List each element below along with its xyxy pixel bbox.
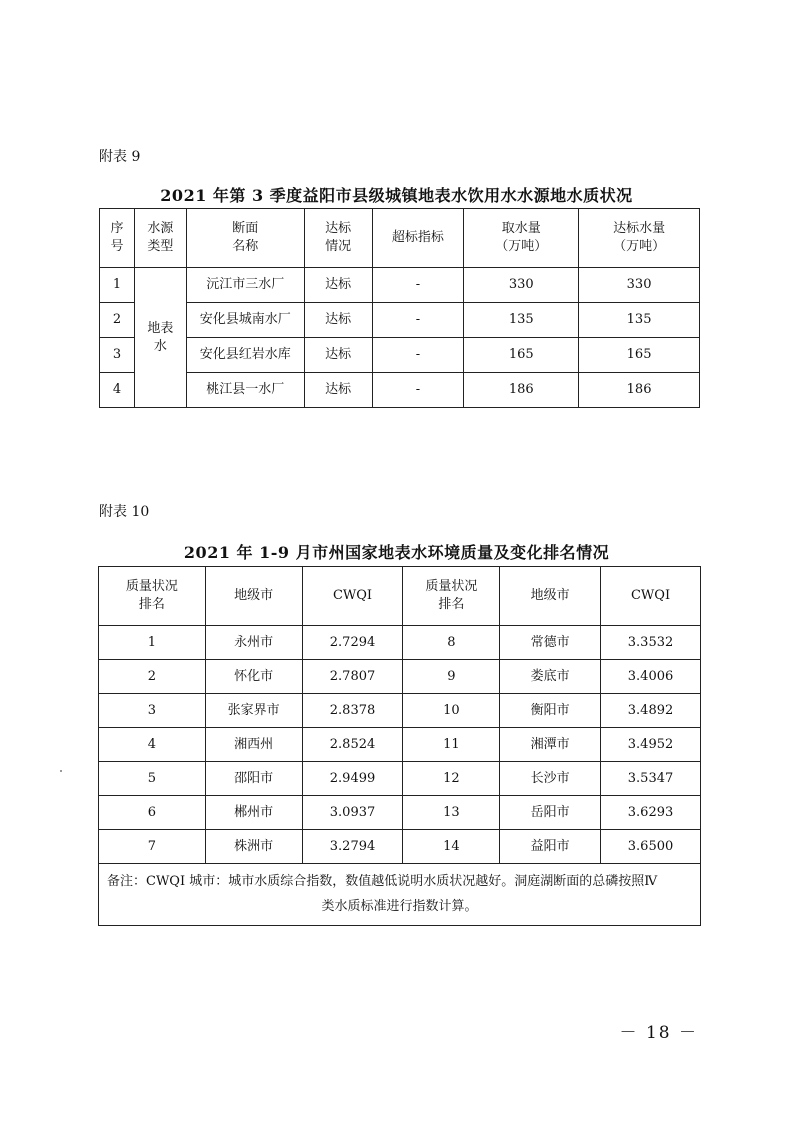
- note-line: 备注：CWQI 城市：城市水质综合指数，数值越低说明水质状况越好。洞庭湖断面的总磷按照Ⅳ: [107, 874, 658, 889]
- table-note: [99, 864, 701, 926]
- intake-volume: 330: [464, 268, 579, 303]
- header-cell: 地级市: [205, 567, 302, 626]
- qualified-volume: 135: [579, 303, 700, 338]
- section-name: 沅江市三水厂: [186, 268, 304, 303]
- appendix9-label: 附表 9: [99, 149, 141, 165]
- rank: 5: [99, 762, 206, 796]
- section-name: 安化县城南水厂: [186, 303, 304, 338]
- row-number: 4: [100, 373, 135, 408]
- header-cell: 地级市: [500, 567, 601, 626]
- compliance-status: 达标: [304, 373, 372, 408]
- rank: 13: [403, 796, 500, 830]
- rank: 4: [99, 728, 206, 762]
- rank: 3: [99, 694, 206, 728]
- appendix10-label: 附表 10: [99, 504, 150, 520]
- cwqi-value: 3.2794: [302, 830, 403, 864]
- scan-speck: [60, 770, 62, 772]
- source-type-cell: 地表 水: [134, 268, 186, 408]
- table-row: [99, 660, 701, 694]
- row-number: 2: [100, 303, 135, 338]
- city: 娄底市: [500, 660, 601, 694]
- intake-volume: 186: [464, 373, 579, 408]
- city: 怀化市: [205, 660, 302, 694]
- table-row: [100, 303, 700, 338]
- header-cell: 质量状况 排名: [403, 567, 500, 626]
- cwqi-value: 2.8524: [302, 728, 403, 762]
- table-row: [99, 694, 701, 728]
- table-header-row: [99, 567, 701, 626]
- cwqi-value: 2.7294: [302, 626, 403, 660]
- exceed-indicator: -: [372, 338, 464, 373]
- cwqi-value: 3.0937: [302, 796, 403, 830]
- city: 岳阳市: [500, 796, 601, 830]
- header-cell: CWQI: [302, 567, 403, 626]
- city: 邵阳市: [205, 762, 302, 796]
- table-row: [99, 626, 701, 660]
- rank: 11: [403, 728, 500, 762]
- appendix9-table: [99, 208, 700, 408]
- cwqi-value: 3.4006: [601, 660, 701, 694]
- header-cell: 断面 名称: [186, 209, 304, 268]
- cwqi-value: 2.8378: [302, 694, 403, 728]
- cwqi-value: 3.6293: [601, 796, 701, 830]
- rank: 2: [99, 660, 206, 694]
- exceed-indicator: -: [372, 303, 464, 338]
- cwqi-value: 3.4892: [601, 694, 701, 728]
- rank: 1: [99, 626, 206, 660]
- cwqi-value: 3.6500: [601, 830, 701, 864]
- header-cell: 序 号: [100, 209, 135, 268]
- city: 张家界市: [205, 694, 302, 728]
- rank: 7: [99, 830, 206, 864]
- compliance-status: 达标: [304, 268, 372, 303]
- table-row: [100, 373, 700, 408]
- city: 湘潭市: [500, 728, 601, 762]
- qualified-volume: 165: [579, 338, 700, 373]
- rank: 8: [403, 626, 500, 660]
- compliance-status: 达标: [304, 338, 372, 373]
- appendix10-title: 2021 年 1-9 月市州国家地表水环境质量及变化排名情况: [183, 543, 610, 562]
- row-number: 1: [100, 268, 135, 303]
- cwqi-value: 3.3532: [601, 626, 701, 660]
- header-cell: 取水量 （万吨）: [464, 209, 579, 268]
- city: 常德市: [500, 626, 601, 660]
- cwqi-value: 2.7807: [302, 660, 403, 694]
- intake-volume: 135: [464, 303, 579, 338]
- city: 株洲市: [205, 830, 302, 864]
- city: 衡阳市: [500, 694, 601, 728]
- table-row: [99, 830, 701, 864]
- rank: 10: [403, 694, 500, 728]
- table-header-row: [100, 209, 700, 268]
- exceed-indicator: -: [372, 268, 464, 303]
- table-row: [99, 728, 701, 762]
- compliance-status: 达标: [304, 303, 372, 338]
- intake-volume: 165: [464, 338, 579, 373]
- city: 湘西州: [205, 728, 302, 762]
- rank: 14: [403, 830, 500, 864]
- city: 益阳市: [500, 830, 601, 864]
- rank: 12: [403, 762, 500, 796]
- cwqi-value: 3.4952: [601, 728, 701, 762]
- note-row: [99, 864, 701, 926]
- header-cell: 达标水量 （万吨）: [579, 209, 700, 268]
- appendix10-table: [98, 566, 701, 926]
- table-row: [99, 796, 701, 830]
- table-row: [100, 268, 700, 303]
- header-cell: 超标指标: [372, 209, 464, 268]
- appendix9-title: 2021 年第 3 季度益阳市县级城镇地表水饮用水水源地水质状况: [160, 186, 633, 205]
- section-name: 桃江县一水厂: [186, 373, 304, 408]
- rank: 9: [403, 660, 500, 694]
- qualified-volume: 330: [579, 268, 700, 303]
- section-name: 安化县红岩水库: [186, 338, 304, 373]
- table-row: [99, 762, 701, 796]
- header-cell: 水源 类型: [134, 209, 186, 268]
- rank: 6: [99, 796, 206, 830]
- qualified-volume: 186: [579, 373, 700, 408]
- city: 长沙市: [500, 762, 601, 796]
- row-number: 3: [100, 338, 135, 373]
- city: 郴州市: [205, 796, 302, 830]
- exceed-indicator: -: [372, 373, 464, 408]
- cwqi-value: 3.5347: [601, 762, 701, 796]
- header-cell: CWQI: [601, 567, 701, 626]
- table-row: [100, 338, 700, 373]
- cwqi-value: 2.9499: [302, 762, 403, 796]
- note-line: 类水质标准进行指数计算。: [321, 898, 478, 914]
- city: 永州市: [205, 626, 302, 660]
- page-number: － 18 －: [619, 1023, 698, 1043]
- header-cell: 达标 情况: [304, 209, 372, 268]
- header-cell: 质量状况 排名: [99, 567, 206, 626]
